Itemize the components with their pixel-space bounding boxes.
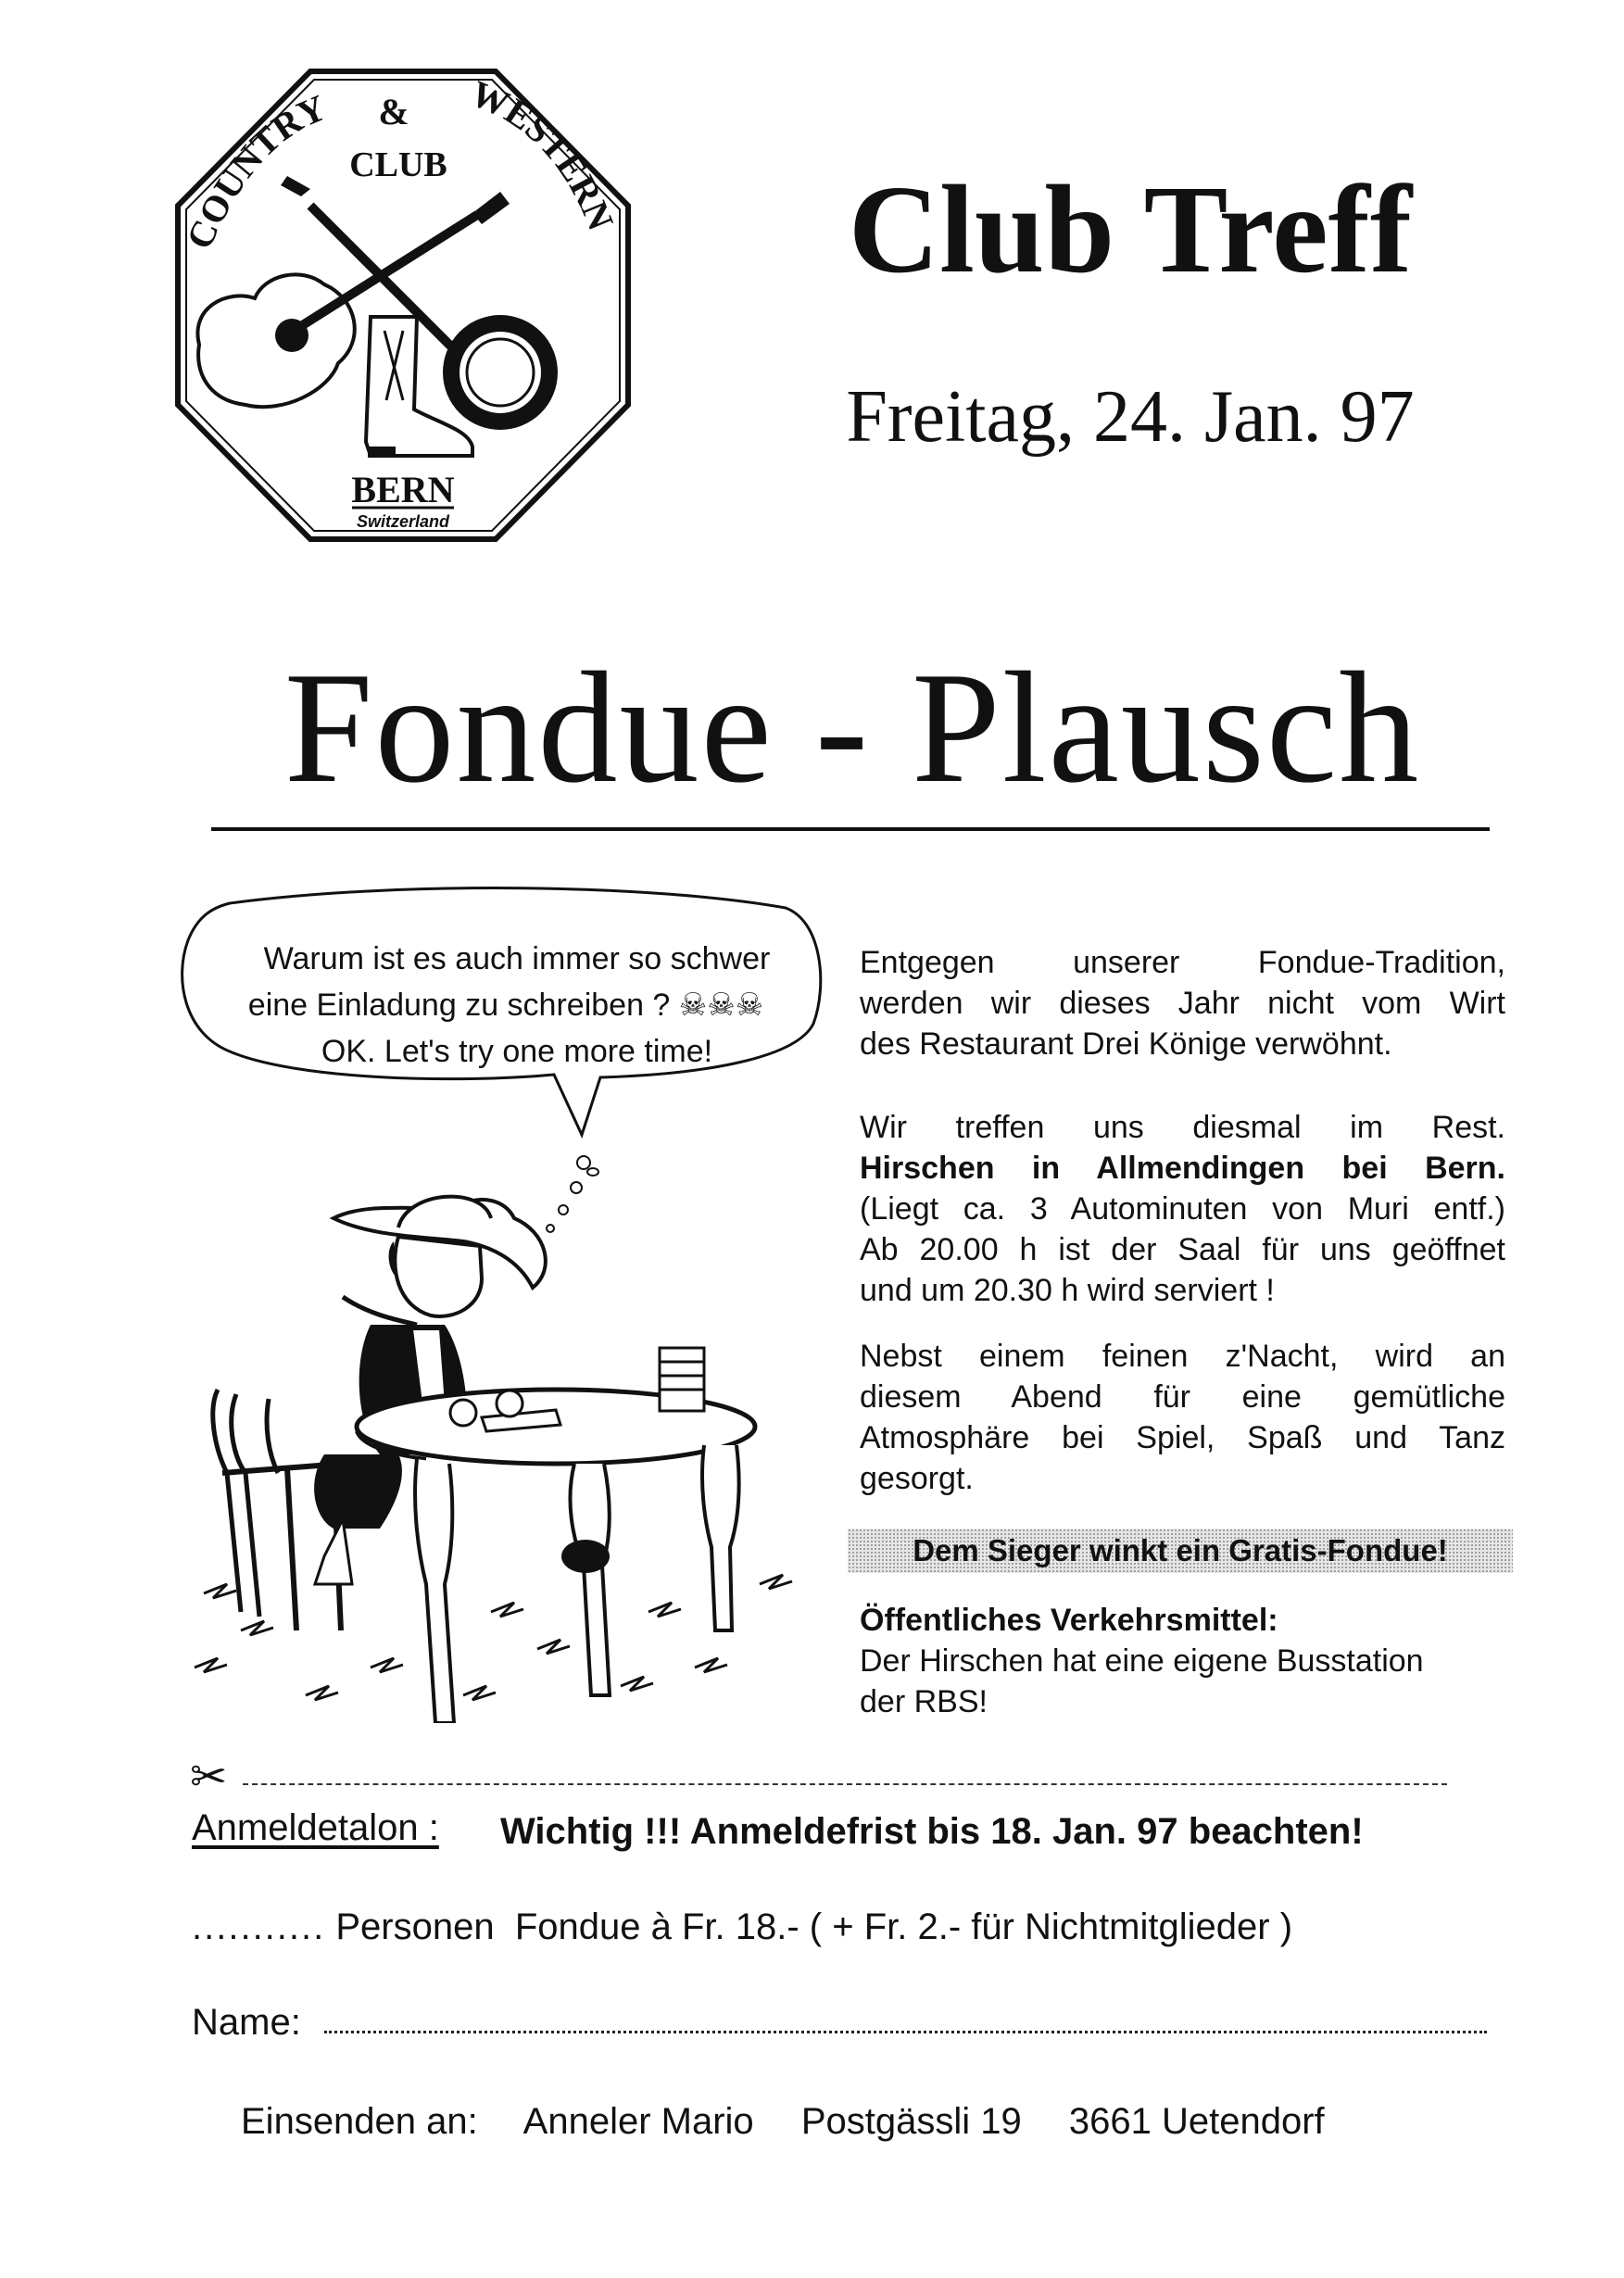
location-line-3: (Liegt ca. 3 Autominuten von Muri entf.) [860,1191,1505,1227]
location-line-1: Wir treffen uns diesmal im Rest. [860,1110,1505,1145]
cut-line [243,1783,1447,1785]
intro-line-2: werden wir dieses Jahr nicht vom Wirt [860,986,1505,1021]
send-city: 3661 Uetendorf [1068,2101,1325,2142]
logo-text-country: COUNTRY [178,86,333,256]
evening-line-1: Nebst einem feinen z'Nacht, wird an [860,1339,1505,1374]
logo-text-country-name: Switzerland [356,512,450,531]
location-line-2: Hirschen in Allmendingen bei Bern. [860,1151,1505,1186]
bubble-line-1: Warum ist es auch immer so schwer [263,941,771,976]
location-paragraph [860,1107,1505,1311]
persons-text: Personen Fondue à Fr. 18.- ( + Fr. 2.- für Nichtmitglieder ) [335,1907,1293,1947]
persons-line [192,1904,1292,1950]
page-title: Club Treff [848,160,1413,299]
location-line-5: und um 20.30 h wird serviert ! [860,1273,1275,1308]
persons-fill-field[interactable]: ........... [192,1907,326,1947]
prize-banner: Dem Sieger winkt ein Gratis-Fondue! [848,1529,1513,1573]
intro-paragraph [860,942,1505,1064]
send-name: Anneler Mario [522,2101,754,2142]
bubble-line-3: OK. Let's try one more time! [321,1034,713,1069]
intro-line-1: Entgegen unserer Fondue-Tradition, [860,945,1505,980]
scissors-icon: ✂ [190,1753,228,1802]
logo-octagon [171,67,635,544]
send-street: Postgässli 19 [800,2101,1022,2142]
transport-paragraph [860,1600,1505,1722]
title-underline [211,827,1490,831]
deadline-warning: Wichtig !!! Anmeldefrist bis 18. Jan. 97 beachten! [500,1811,1364,1852]
name-label: Name: [192,2002,301,2043]
main-title: Fondue - Plausch [283,640,1421,816]
logo-text-western: WESTERN [464,71,623,236]
club-logo [171,67,635,544]
cowboy-illustration [185,1149,834,1723]
intro-line-3: des Restaurant Drei Könige verwöhnt. [860,1026,1392,1062]
name-fill-field[interactable] [324,2031,1487,2033]
event-date: Freitag, 24. Jan. 97 [846,376,1415,458]
evening-line-2: diesem Abend für eine gemütliche [860,1379,1505,1415]
coupon-label: Anmeldetalon : [192,1807,439,1848]
logo-text-club: CLUB [349,145,447,184]
logo-text-bern: BERN [351,469,455,510]
transport-heading: Öffentliches Verkehrsmittel: [860,1603,1278,1638]
svg-text:COUNTRY [178,86,332,255]
send-address [241,2098,1325,2145]
evening-line-4: gesorgt. [860,1461,974,1496]
bubble-line-2: eine Einladung zu schreiben ? ☠☠☠ [247,988,764,1023]
evening-line-3: Atmosphäre bei Spiel, Spaß und Tanz [860,1420,1505,1455]
logo-ampersand: & [378,91,409,132]
send-label: Einsenden an: [241,2101,478,2142]
transport-line-2: der RBS! [860,1684,988,1719]
location-line-4: Ab 20.00 h ist der Saal für uns geöffnet [860,1232,1505,1267]
evening-paragraph [860,1336,1505,1499]
speech-bubble-text [211,936,823,1075]
transport-line-1: Der Hirschen hat eine eigene Busstation [860,1643,1424,1679]
